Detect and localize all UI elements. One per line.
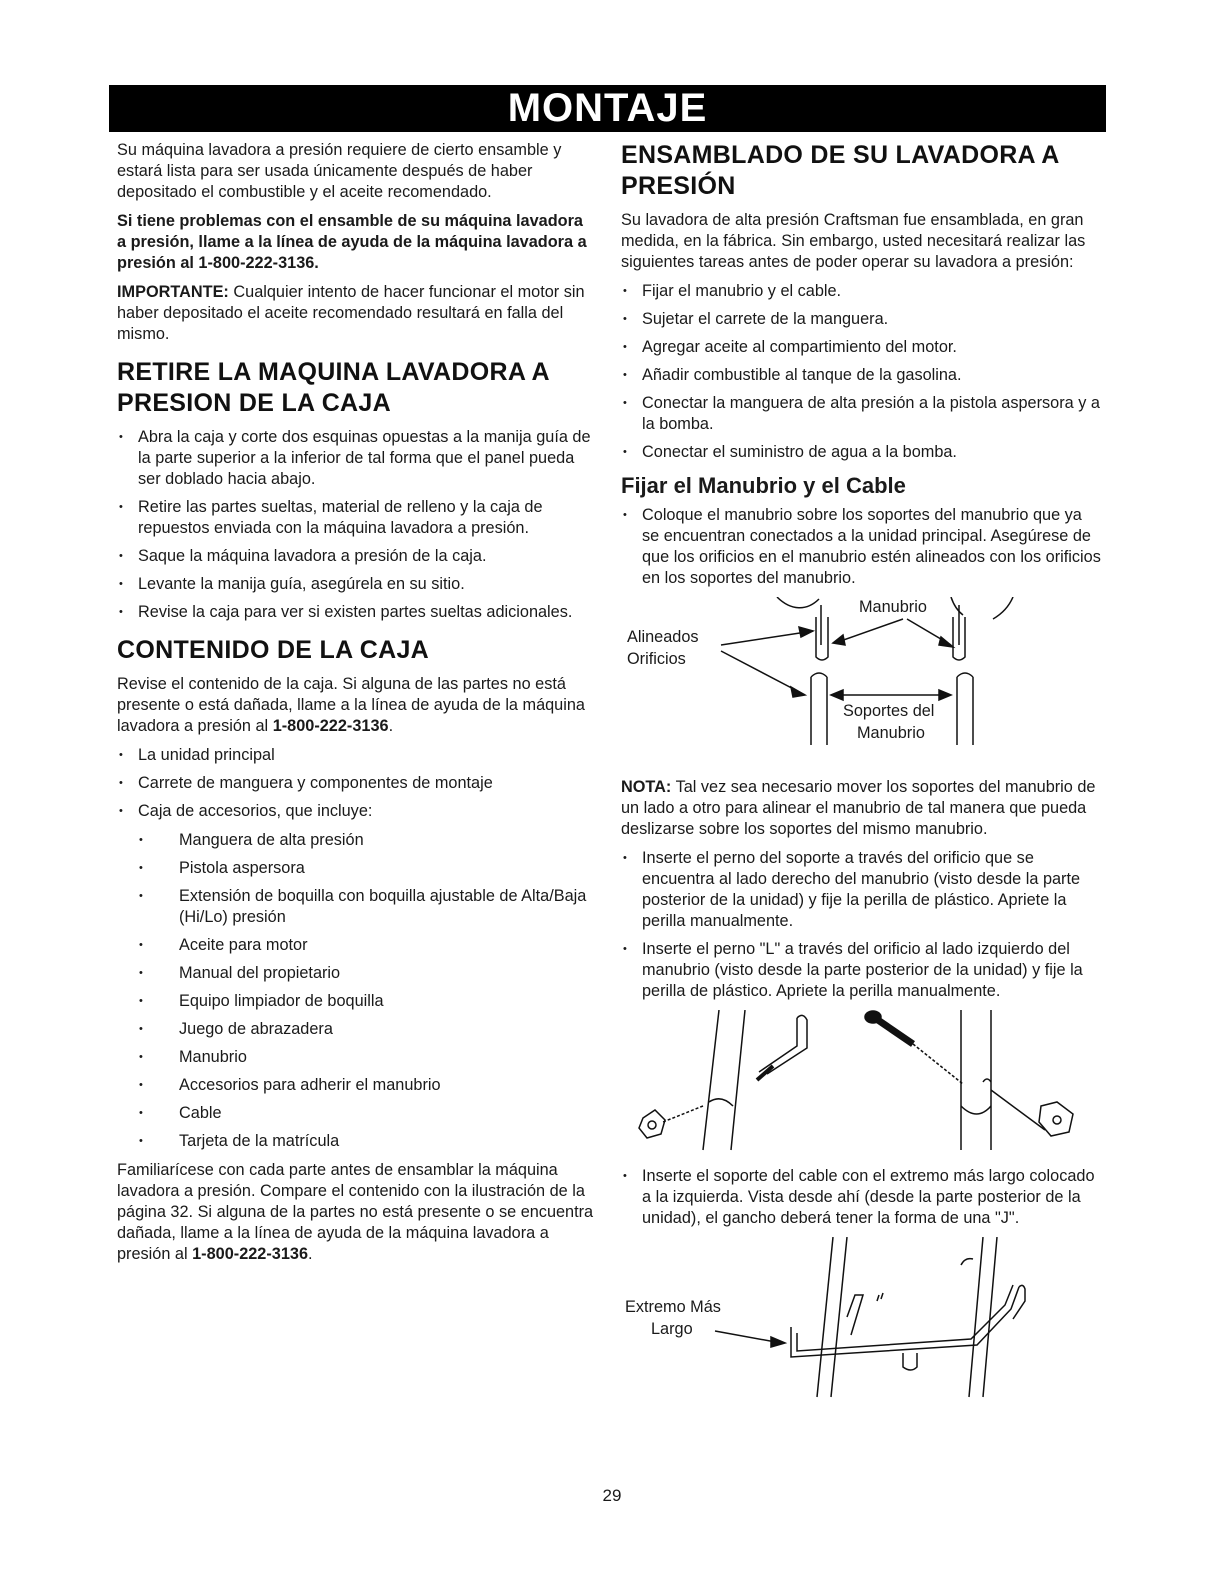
list-item: • Caja de accesorios, que incluye:	[117, 801, 595, 822]
nota-text: Tal vez sea necesario mover los soportes del manubrio de un lado a otro para alinear el manubrio de tal manera que pueda deslizarse sobre los soportes del mismo manubrio.	[621, 778, 1096, 838]
list-item: • Coloque el manubrio sobre los soportes del manubrio que ya se encuentran conectados a la unidad principal. Asegúrese de que los orificios en el manubrio estén alineados con los orificios en los soportes del manubrio.	[621, 505, 1101, 589]
contenido-intro	[117, 674, 595, 737]
retire-list	[117, 427, 595, 623]
period: .	[388, 717, 394, 735]
list-item: • Conectar el suministro de agua a la bomba.	[621, 442, 1101, 463]
ensamblado-heading: ENSAMBLADO DE SU LAVADORA A PRESIÓN	[621, 141, 1059, 200]
left-column	[117, 140, 595, 1273]
list-item: • Sujetar el carrete de la manguera.	[621, 309, 1101, 330]
contenido-list	[117, 745, 595, 822]
list-item: • Juego de abrazadera	[117, 1019, 595, 1040]
list-item: • Agregar aceite al compartimiento del motor.	[621, 337, 1101, 358]
nota-label: NOTA:	[621, 778, 672, 796]
insert-list	[621, 848, 1101, 1002]
phone-number: 1-800-222-3136	[272, 717, 389, 735]
list-item: • Añadir combustible al tanque de la gasolina.	[621, 365, 1101, 386]
list-item: • Pistola aspersora	[117, 858, 595, 879]
familiarize-paragraph	[117, 1160, 595, 1265]
list-item: • Levante la manija guía, asegúrela en su sitio.	[117, 574, 595, 595]
retire-heading: RETIRE LA MAQUINA LAVADORA A PRESION DE LA CAJA	[117, 358, 549, 417]
list-item: • Carrete de manguera y componentes de montaje	[117, 773, 595, 794]
cable-list	[621, 1166, 1101, 1229]
right-column	[621, 140, 1101, 1413]
accesorios-list	[117, 830, 595, 1152]
contenido-heading: CONTENIDO DE LA CAJA	[117, 636, 430, 664]
list-item: • Fijar el manubrio y el cable.	[621, 281, 1101, 302]
tasks-list	[621, 281, 1101, 463]
cable-bracket-drawing	[621, 1237, 1101, 1403]
contenido-intro-text: Revise el contenido de la caja. Si alguna de las partes no está presente o está dañada, llame a la línea de ayuda de la máquina lavadora a presión al	[117, 675, 585, 735]
list-item: • Accesorios para adherir el manubrio	[117, 1075, 595, 1096]
alineados-label: Alineados	[627, 628, 699, 646]
nota-paragraph	[621, 777, 1101, 840]
list-item: • Abra la caja y corte dos esquinas opuestas a la manija guía de la parte superior a la inferior de tal forma que el panel pueda ser doblado hacia abajo.	[117, 427, 595, 490]
list-item: • Revise la caja para ver si existen partes sueltas adicionales.	[117, 602, 595, 623]
list-item: • Inserte el soporte del cable con el extremo más largo colocado a la izquierda. Vista desde ahí (desde la parte posterior de la unidad), el gancho deberá tener la forma de una "J".	[621, 1166, 1101, 1229]
list-item: • Manguera de alta presión	[117, 830, 595, 851]
list-item: • Extensión de boquilla con boquilla ajustable de Alta/Baja (Hi/Lo) presión	[117, 886, 595, 928]
cable-bracket-figure	[621, 1237, 1101, 1403]
orificios-label: Orificios	[627, 650, 686, 668]
soportes-label: Soportes del	[843, 702, 935, 720]
list-item: • Aceite para motor	[117, 935, 595, 956]
list-item: • Conectar la manguera de alta presión a la pistola aspersora y a la bomba.	[621, 393, 1101, 435]
list-item: • Manubrio	[117, 1047, 595, 1068]
bolt-knob-figure	[621, 1010, 1101, 1156]
list-item: • La unidad principal	[117, 745, 595, 766]
fijar-heading: Fijar el Manubrio y el Cable	[621, 473, 906, 498]
list-item: • Manual del propietario	[117, 963, 595, 984]
largo-label: Largo	[651, 1320, 693, 1338]
list-item: • Saque la máquina lavadora a presión de la caja.	[117, 546, 595, 567]
familiarize-text: Familiarícese con cada parte antes de ensamblar la máquina lavadora a presión. Compare el contenido con la ilustración de la página 32. Si alguna de la partes no está presente o se encuentra dañada, llame a la línea de ayuda de la máquina lavadora a presión al	[117, 1161, 594, 1263]
important-label: IMPORTANTE:	[117, 283, 229, 301]
fijar-list	[621, 505, 1101, 589]
handle-alignment-figure	[621, 597, 1101, 767]
bolt-knob-drawing	[621, 1010, 1101, 1156]
intro-paragraph: Su máquina lavadora a presión requiere de cierto ensamble y estará lista para ser usada únicamente después de haber depositado el combustible y el aceite recomendado.	[117, 141, 562, 201]
period: .	[308, 1245, 313, 1263]
extremo-label: Extremo Más	[625, 1298, 721, 1316]
manubrio-label: Manubrio	[859, 598, 927, 616]
phone-number: 1-800-222-3136	[192, 1245, 308, 1263]
list-item: • Retire las partes sueltas, material de relleno y la caja de repuestos enviada con la máquina lavadora a presión.	[117, 497, 595, 539]
help-line-paragraph: Si tiene problemas con el ensamble de su máquina lavadora a presión, llame a la línea de ayuda de la máquina lavadora a presión al 1-800-222-3136.	[117, 212, 587, 272]
list-item: • Inserte el perno "L" a través del orificio al lado izquierdo del manubrio (visto desde la parte posterior de la unidad) y fije la perilla de plástico. Apriete la perilla manualmente.	[621, 939, 1101, 1002]
list-item: • Equipo limpiador de boquilla	[117, 991, 595, 1012]
list-item: • Cable	[117, 1103, 595, 1124]
list-item: • Inserte el perno del soporte a través del orificio que se encuentra al lado derecho del manubrio (visto desde la parte posterior de la unidad) y fije la perilla de plástico. Apriete la perilla manualmente.	[621, 848, 1101, 932]
soportes-manubrio-label: Manubrio	[857, 724, 925, 742]
important-text: Cualquier intento de hacer funcionar el motor sin haber depositado el aceite recomendado resultará en falla del mismo.	[117, 283, 585, 343]
page-title-banner: MONTAJE	[109, 85, 1106, 132]
ensamblado-intro: Su lavadora de alta presión Craftsman fue ensamblada, en gran medida, en la fábrica. Sin embargo, usted necesitará realizar las siguientes tareas antes de poder operar su lavadora a presión:	[621, 211, 1086, 271]
important-paragraph	[117, 282, 595, 345]
list-item: • Tarjeta de la matrícula	[117, 1131, 595, 1152]
page-number: 29	[602, 1486, 622, 1505]
